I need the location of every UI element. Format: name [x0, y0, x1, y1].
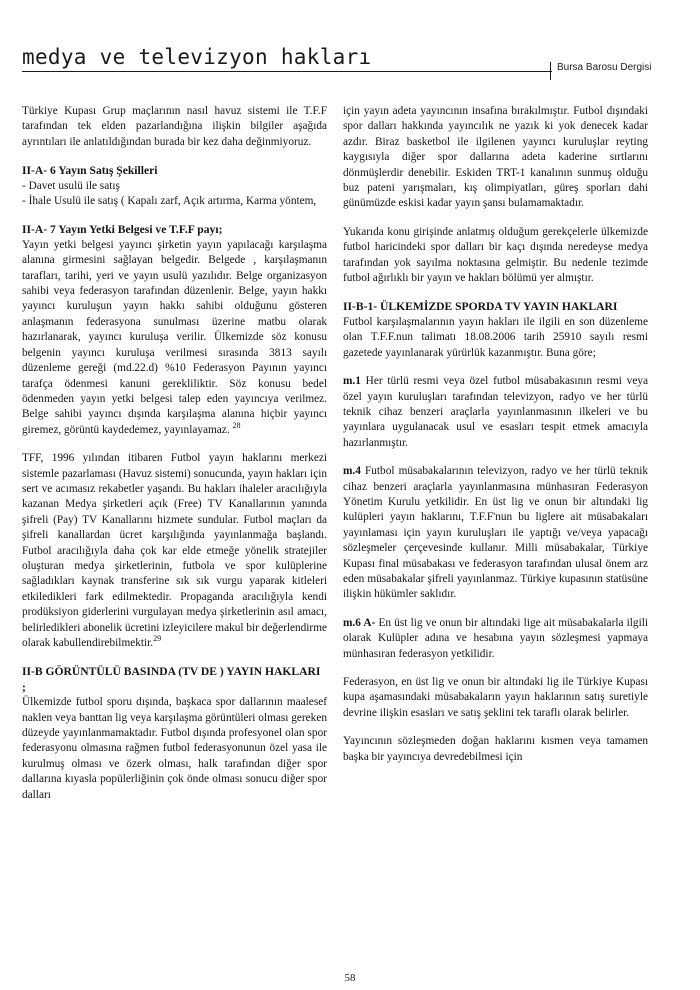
header-rule: [22, 71, 552, 72]
paragraph: için yayın adeta yayıncının insafına bırakılmıştır. Futbol dışındaki spor dalları hakkında yayıncılık ne yazık ki yok denecek kadar azdır. Biraz basketbol ile ilgilenen yayıncı kuruluşlar reyting kaygısıyla diğer spor dallarına adeta kaderine sırtlarını dönmüşlerdir denebilir. Eskiden TRT-1 kanalının sunmuş olduğu buz pateni yarışmaları, kış olimpiyatları, güreş sporları dahi günümüzde eskisi kadar yayın şansı bulamamaktadır.: [343, 105, 648, 210]
paragraph: Ülkemizde futbol sporu dışında, başkaca spor dallarının maalesef naklen veya banttan lig veya karşılaşma görüntüleri olması gereken düzeyde yayınlanmamaktadır. Futbol dışında profesyonel olan spor federasyonu olmasına rağmen futbol federasyonunun özel yasa ile kurulmuş olması ve özerk olması, halk tarafından diğer spor dallarına kıyasla popülerliğinin çok önde olması sonucu diğer spor dalları: [22, 696, 327, 801]
journal-name: Bursa Barosu Dergisi: [557, 62, 652, 73]
subsection-heading: II-A- 6 Yayın Satış Şekilleri: [22, 164, 158, 178]
section-heading: II-B GÖRÜNTÜLÜ BASINDA (TV DE ) YAYIN HAKLARI ;: [22, 665, 321, 694]
article-text: Her türlü resmi veya özel futbol müsabakasının resmi veya özel yayın kuruluşları tarafından televizyon, radyo ve her türlü teknik cihaz benzeri araçlarla yayınlanmasının ilkeleri ve bu yayınlara uygulanacak usul ve esasları tespit etmek amacıyla hazırlanmıştır.: [343, 375, 648, 449]
paragraph: [22, 238, 327, 438]
paragraph-text: TFF, 1996 yılından itibaren Futbol yayın haklarını merkezi sistemle pazarlaması (Havuz sistemi) sonucunda, yayın hakları için sert ve acımasız rekabetler yaşandı. Bu hakları ihaleler aracılığıyla kazanan Medya şirketleri açık (Free) TV Kanallarının yanında şifreli (Pay) TV Kanallarını hizmete sundular. Futbol maçları da şifreli kanallardan ücret karşılığında yayınlanmağa başlandı. Futbol aracılığıyla daha çok kar elde etmeğe yönelik stratejiler oluşturan medya şirketlerinin, futbola ve spor kulüplerine sağladıkları kaynak transferine sık sık vurgu yaparak kitleleri etkiledikleri fark edilmektedir. Propaganda aracılığıyla kendi prodüksiyon giderlerini vurgulayan medya şirketlerinin asıl amacı, belirledikleri abonelik ücretini izleyicilere makul bir değerlendirme olarak kabullendirebilmektir.: [22, 452, 327, 649]
header-divider: [550, 62, 551, 80]
list-item: - Davet usulü ile satış: [22, 179, 120, 192]
article-m6: [343, 616, 648, 662]
page-number: 58: [344, 972, 356, 984]
section-title: medya ve televizyon hakları: [22, 45, 372, 69]
left-column: [22, 104, 327, 803]
footnote-ref: 28: [232, 420, 241, 430]
article-label: m.6 A-: [343, 616, 376, 629]
page-header: [22, 44, 678, 84]
section-heading: II-B-1- ÜLKEMİZDE SPORDA TV YAYIN HAKLARI: [343, 300, 618, 314]
paragraph: Yukarıda konu girişinde anlatmış olduğum gerekçelerle ülkemizde futbol haricindeki spor dalları bir kaçı dışında neredeyse medya tarafından yok sayılma noktasına gelmiştir. Bu nedenle tezimde futbol ağırlıklı bir yayın ve hakları bölümü yer almıştır.: [343, 225, 648, 285]
paragraph-text: Yayın yetki belgesi yayıncı şirketin yayın yapılacağı karşılaşma alanına girmesini sağlayan belgedir. Belgede , karşılaşmanın tarafları, tarihi, yeri ve yayın usulü yazılıdır. Belge organizasyon sahibi veya federasyon tarafından düzenlenir. Belge, yayın hakkı yayıncı kuruluşun yayın hakkı sahibi olduğunu gösteren anlaşmanın federasyona sunulması üzerine matbu olarak hazırlanarak, yayıncı kuruluşa verilir. Ülkemizde söz konusu belgenin yayıncı kuruluşa verilmesi sırasında 3813 sayılı düzenleme gereği (md.22.d) %10 Federasyon Payının yayıncı tarafça ödenmesi kanuni gerekliliktir. Söz konusu bedel ödenmeden yayın yetki belgesi talep eden yayıncıya verilmez. Belge sahibi yayıncı dışında karşılaşma alanına hiçbir yayıncı giremez, görüntü kaydedemez, yayınlayamaz.: [22, 238, 327, 436]
article-text: Futbol müsabakalarının televizyon, radyo ve her türlü teknik cihaz benzeri araçlarla yayınlanmasına münhasıran Federasyon Yönetim Kurulu yetkilidir. En üst lig ve onun bir altındaki lig kulüpleri yayın haklarını, T.F.F'nun bu liglere ait müsabakaları yayınlaması için yayın kuruluşları ile yaptığı ve/veya yapacağı sözleşmeler çerçevesinde kullanır. Milli müsabakalar, Türkiye Kupası final müsabakası ve federasyon tarafından ulusal önem arz eden müsabakalar şifreli yayınlanmaz. Türkiye kupasının statüsüne ilişkin hükümler saklıdır.: [343, 465, 648, 601]
right-column: [343, 104, 648, 765]
article-label: m.4: [343, 465, 361, 478]
article-text: En üst lig ve onun bir altındaki lige ait müsabakalarla ilgili olarak Kulüpler adına ve hesabına yayın sözleşmesi yapmaya münhasıran federasyon yetkilidir.: [343, 616, 648, 660]
paragraph: Türkiye Kupası Grup maçlarının nasıl havuz sistemi ile T.F.F tarafından tek elden pazarlandığına ilişkin bilgiler aşağıda ayrıntıları ile anlatıldığından burada bir kez daha değinmiyoruz.: [22, 105, 327, 148]
paragraph: Federasyon, en üst lig ve onun bir altındaki lig ile Türkiye Kupası kupa aşamasındaki müsabakaların yayın haklarının satış suretiyle devrine ilişkin esasları ve satış şeklini tek taraflı olarak belirler.: [343, 676, 648, 719]
paragraph: [22, 451, 327, 651]
list-item: - İhale Usulü ile satış ( Kapalı zarf, Açık artırma, Karma yöntem,: [22, 195, 317, 208]
article-m1: [343, 374, 648, 451]
sales-methods-list: [22, 179, 327, 210]
paragraph: Yayıncının sözleşmeden doğan haklarını kısmen veya tamamen başka bir yayıncıya devredebilmesi için: [343, 735, 648, 763]
footnote-ref: 29: [153, 634, 162, 644]
paragraph: Futbol karşılaşmalarının yayın hakları ile ilgili en son düzenleme olan T.F.F.nun talimatı 18.08.2006 tarih 25910 sayılı resmi gazetede yayınlanarak yürürlük kazanmıştır. Buna göre;: [343, 315, 648, 359]
article-m4: [343, 464, 648, 603]
subsection-heading: II-A- 7 Yayın Yetki Belgesi ve T.F.F payı;: [22, 223, 223, 237]
article-label: m.1: [343, 375, 361, 388]
